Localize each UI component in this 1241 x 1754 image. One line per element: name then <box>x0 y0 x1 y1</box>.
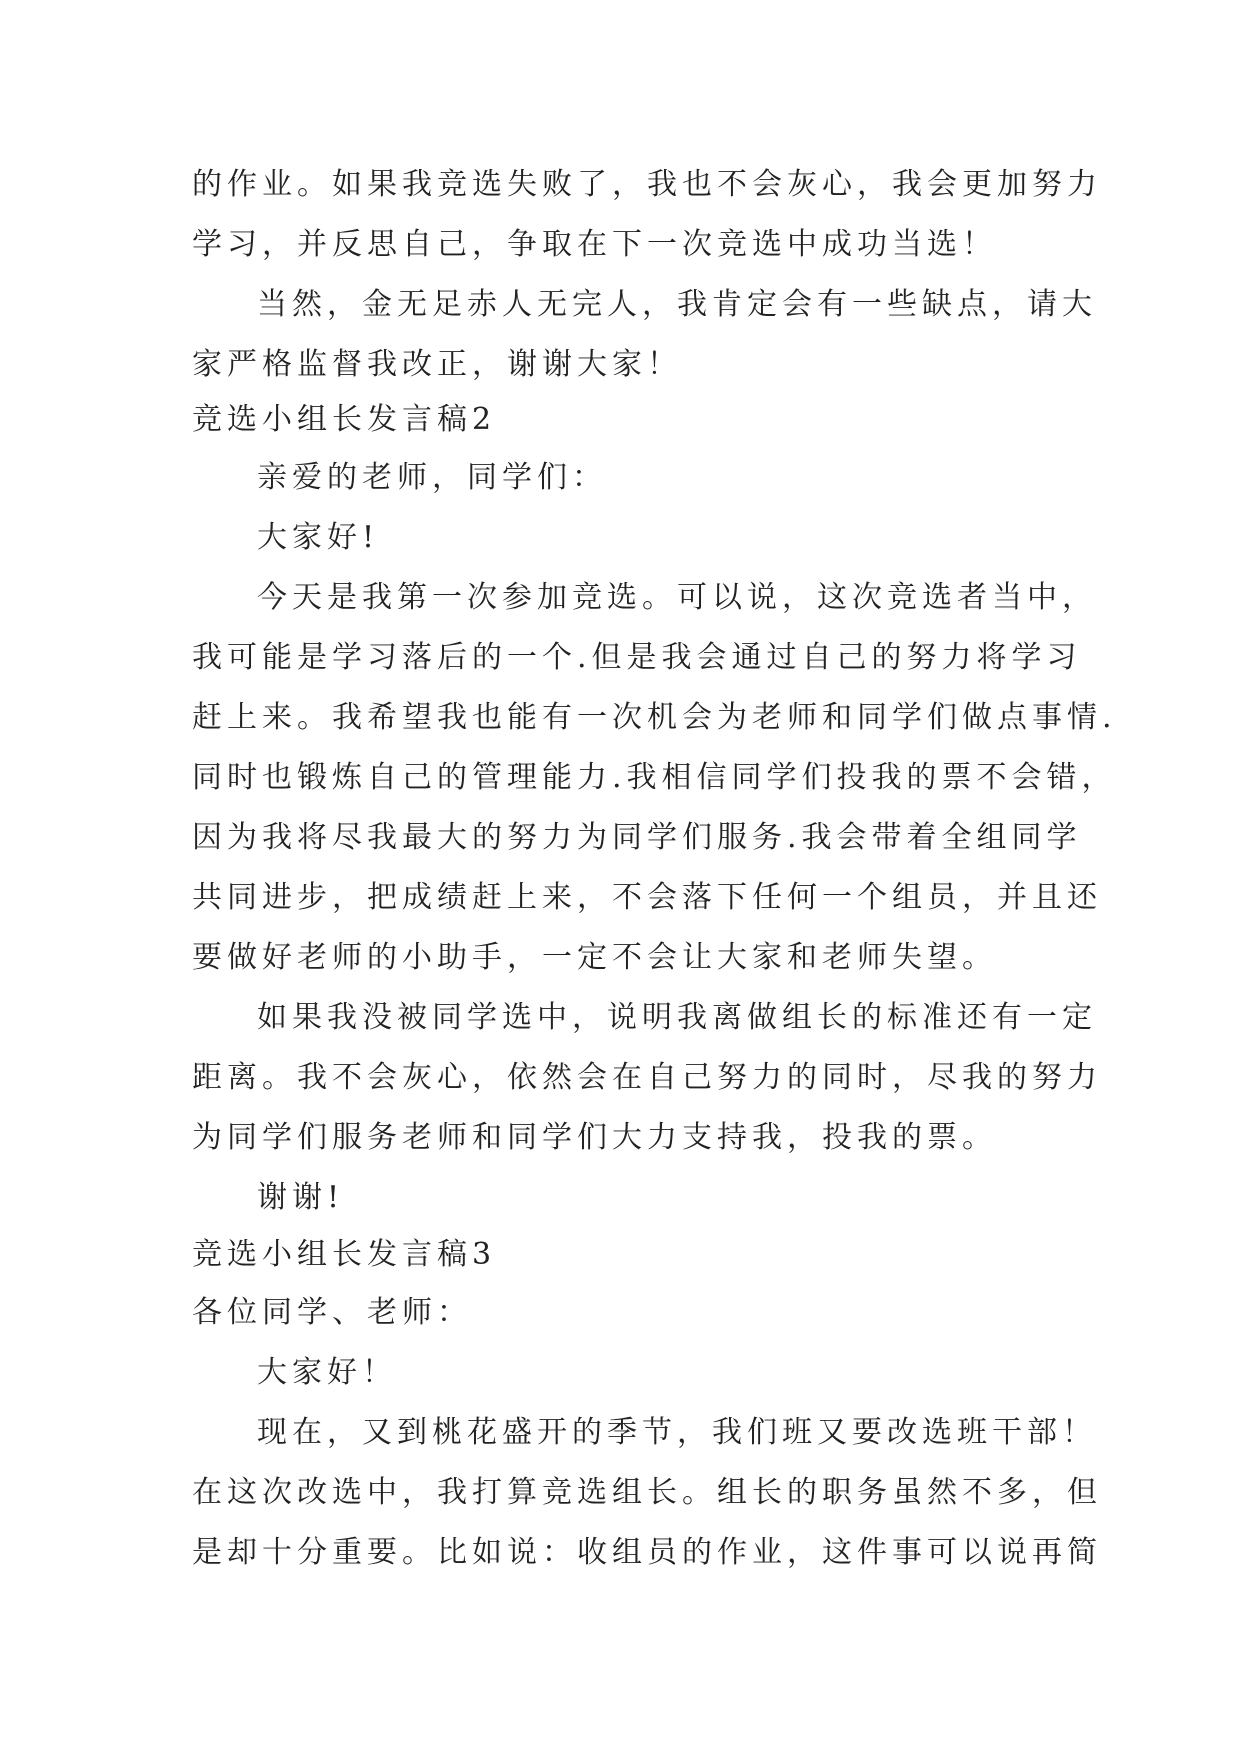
greeting: 大家好！ <box>257 1355 397 1390</box>
paragraph-line: 距离。我不会灰心，依然会在自己努力的同时，尽我的努力 <box>192 1060 1102 1095</box>
paragraph-line: 家严格监督我改正，谢谢大家！ <box>192 347 682 382</box>
paragraph-line: 的作业。如果我竞选失败了，我也不会灰心，我会更加努力 <box>192 167 1102 202</box>
paragraph-line: 同时也锻炼自己的管理能力.我相信同学们投我的票不会错， <box>192 760 1117 795</box>
greeting: 大家好! <box>257 520 380 555</box>
paragraph-line: 为同学们服务老师和同学们大力支持我，投我的票。 <box>192 1120 997 1155</box>
section-heading: 竞选小组长发言稿2 <box>192 402 497 437</box>
paragraph-line: 因为我将尽我最大的努力为同学们服务.我会带着全组同学 <box>192 820 1082 855</box>
closing: 谢谢! <box>257 1180 345 1215</box>
salutation: 亲爱的老师，同学们： <box>257 460 607 495</box>
paragraph-line: 是却十分重要。比如说：收组员的作业，这件事可以说再简 <box>192 1535 1102 1570</box>
paragraph-line: 学习，并反思自己，争取在下一次竞选中成功当选！ <box>192 227 997 262</box>
paragraph-line: 要做好老师的小助手，一定不会让大家和老师失望。 <box>192 940 997 975</box>
paragraph-line: 当然，金无足赤人无完人，我肯定会有一些缺点，请大 <box>257 287 1097 322</box>
section-heading: 竞选小组长发言稿3 <box>192 1237 497 1272</box>
paragraph-line: 如果我没被同学选中，说明我离做组长的标准还有一定 <box>257 1000 1097 1035</box>
paragraph-line: 今天是我第一次参加竞选。可以说，这次竞选者当中， <box>257 580 1097 615</box>
salutation: 各位同学、老师： <box>192 1295 472 1330</box>
paragraph-line: 现在，又到桃花盛开的季节，我们班又要改选班干部！ <box>257 1415 1097 1450</box>
paragraph-line: 共同进步，把成绩赶上来，不会落下任何一个组员，并且还 <box>192 880 1102 915</box>
paragraph-line: 在这次改选中，我打算竞选组长。组长的职务虽然不多，但 <box>192 1475 1102 1510</box>
paragraph-line: 我可能是学习落后的一个.但是我会通过自己的努力将学习 <box>192 640 1082 675</box>
paragraph-line: 赶上来。我希望我也能有一次机会为老师和同学们做点事情. <box>192 700 1117 735</box>
